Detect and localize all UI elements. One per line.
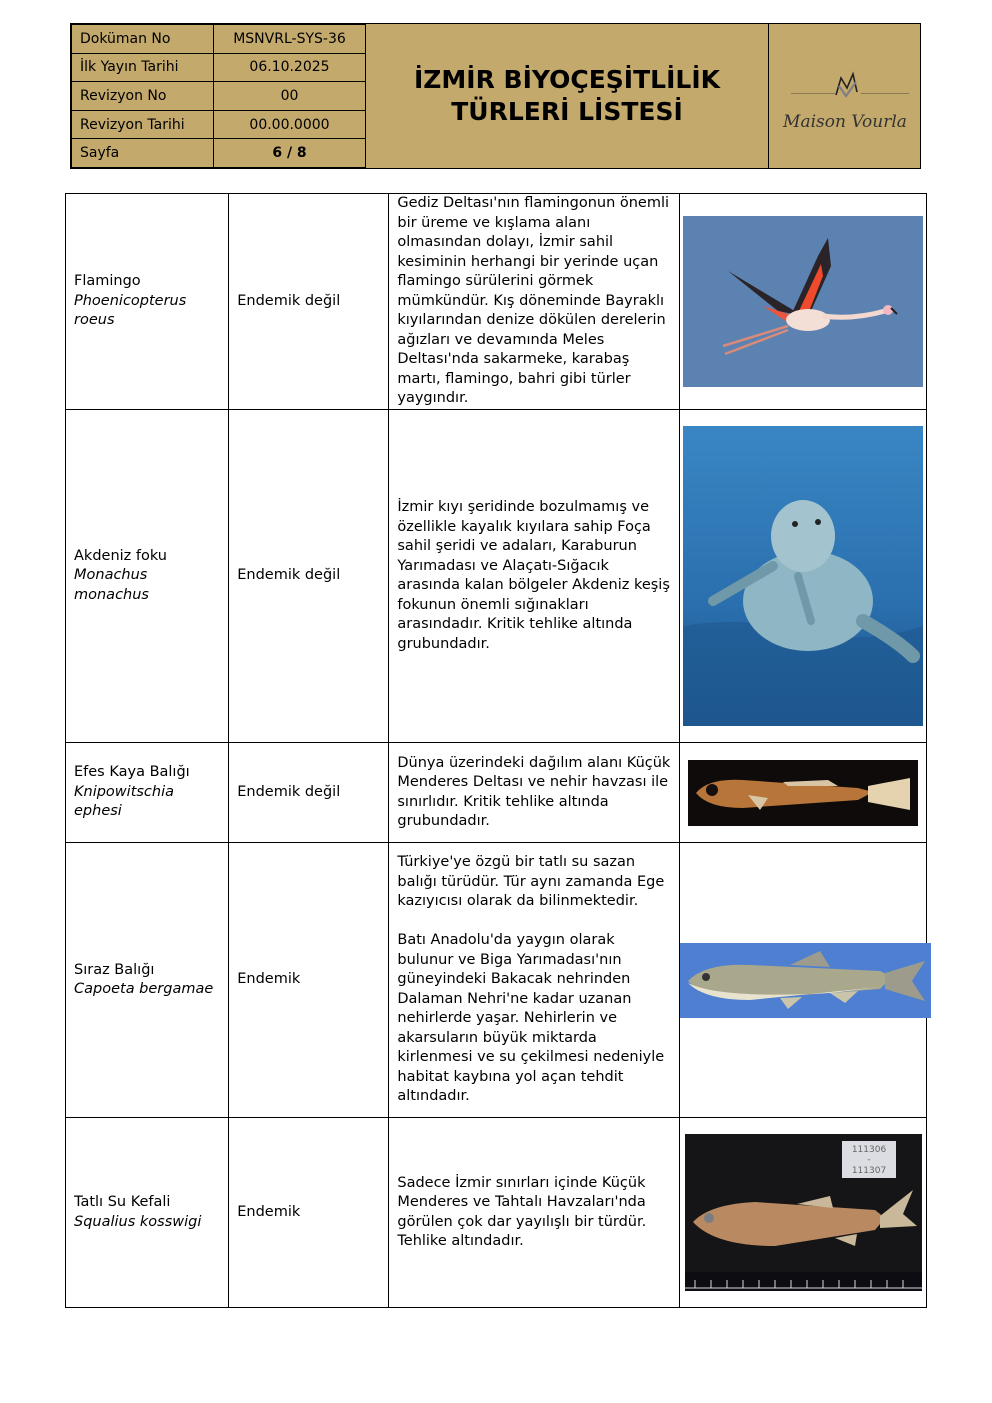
seal-photo — [683, 426, 923, 726]
species-photo-cell — [680, 1118, 927, 1308]
meta-value: 00 — [214, 82, 366, 111]
species-row — [66, 743, 927, 843]
logo-monogram-icon — [833, 70, 861, 100]
common-name: Efes Kaya Balığı — [74, 764, 190, 781]
species-name-cell — [66, 194, 229, 410]
species-photo-cell — [680, 843, 927, 1118]
description-paragraph: Sadece İzmir sınırları içinde Küçük Menderes ve Tahtalı Havzaları'nda görülen çok dar yayılışlı bir türdür. Tehlike altındadır. — [397, 1174, 647, 1249]
description-paragraph: Gediz Deltası'nın flamingonun önemli bir üreme ve kışlama alanı olmasından dolayı, İzmir sahil kesiminin herhangi bir yerinde uçan flamingo sürülerini görmek mümkündür. Kış döneminde Bayraklı kıyılarından denize dökülen derelerin ağızları ve devamında Meles Deltası'nda sakarmeke, karabaş martı, flamingo, bahri gibi türler yaygındır. — [397, 195, 670, 407]
scientific-name: Phoenicopterus roeus — [74, 292, 187, 329]
species-name-cell — [66, 1118, 229, 1308]
company-logo — [768, 24, 921, 168]
scientific-name: Monachus monachus — [74, 567, 149, 603]
endemic-status: Endemik değil — [229, 410, 389, 743]
meta-label: Revizyon No — [72, 82, 214, 111]
species-row — [66, 194, 927, 410]
species-description — [389, 194, 680, 410]
meta-row — [72, 82, 366, 111]
common-name: Tatlı Su Kefali — [74, 1194, 171, 1210]
meta-value: 00.00.0000 — [214, 110, 366, 139]
capoeta-photo — [680, 943, 931, 1018]
species-photo-cell — [680, 743, 927, 843]
title-line-1: İZMİR BİYOÇEŞİTLİLİK — [413, 65, 720, 94]
meta-value: 06.10.2025 — [214, 53, 366, 82]
species-row — [66, 843, 927, 1118]
meta-row — [72, 25, 366, 54]
species-photo-cell — [680, 194, 927, 410]
common-name: Flamingo — [74, 273, 141, 290]
squalius-photo — [685, 1134, 922, 1291]
scientific-name: Capoeta bergamae — [74, 981, 214, 997]
species-description — [389, 1118, 680, 1308]
endemic-status: Endemik değil — [229, 743, 389, 843]
logo-text: Maison Vourla — [783, 112, 907, 132]
meta-row — [72, 139, 366, 168]
species-description — [389, 410, 680, 743]
document-header — [70, 23, 921, 169]
endemic-status: Endemik — [229, 843, 389, 1118]
description-paragraph: Türkiye'ye özgü bir tatlı su sazan balığı türüdür. Tür aynı zamanda Ege kazıyıcısı olarak da bilinmektedir. — [397, 854, 665, 910]
scientific-name: Squalius kosswigi — [74, 1213, 202, 1230]
logo-divider-right — [861, 93, 909, 94]
species-row — [66, 410, 927, 743]
meta-label: Sayfa — [72, 139, 214, 168]
document-meta-table — [71, 24, 366, 168]
meta-label: İlk Yayın Tarihi — [72, 53, 214, 82]
scientific-name: Knipowitschia ephesi — [74, 783, 175, 820]
endemic-status: Endemik — [229, 1118, 389, 1308]
species-photo-cell — [680, 410, 927, 743]
description-paragraph: Dünya üzerindeki dağılım alanı Küçük Menderes Deltası ve nehir havzası ile sınırlıdır. Kritik tehlike altında grubundadır. — [397, 754, 671, 829]
logo-divider-left — [791, 93, 835, 94]
meta-label: Revizyon Tarihi — [72, 110, 214, 139]
species-description — [389, 843, 680, 1118]
species-description — [389, 743, 680, 843]
species-table — [65, 193, 927, 1308]
specimen-label-line-2: - — [866, 1155, 871, 1165]
meta-value: MSNVRL-SYS-36 — [214, 25, 366, 54]
species-name-cell — [66, 743, 229, 843]
flamingo-photo — [683, 216, 923, 387]
meta-label: Doküman No — [72, 25, 214, 54]
page-number: 6 / 8 — [214, 139, 366, 168]
meta-row — [72, 110, 366, 139]
document-title — [366, 24, 768, 168]
species-name-cell — [66, 843, 229, 1118]
species-row — [66, 1118, 927, 1308]
description-paragraph: Batı Anadolu'da yaygın olarak bulunur ve Biga Yarımadası'nın güneyindeki Bakacak nehrinden Dalaman Nehri'ne kadar uzanan nehirlerde yaşar. Nehirlerin ve akarsuların büyük miktarda kirlenmesi ve su çekilmesi nedeniyle habitat kaybına yol açan tehdit altındadır. — [397, 932, 665, 1105]
specimen-label-line-3: 111307 — [851, 1166, 886, 1176]
common-name: Akdeniz foku — [74, 547, 167, 564]
meta-row — [72, 53, 366, 82]
endemic-status: Endemik değil — [229, 194, 389, 410]
common-name: Sıraz Balığı — [74, 961, 155, 978]
description-paragraph: İzmir kıyı şeridinde bozulmamış ve özellikle kayalık kıyılara sahip Foça sahil şeridi ve adaları, Karaburun Yarımadası ve Alaçatı-Sığacık arasında kalan bölgeler Akdeniz keşiş fokunun önemli sığınakları arasındadır. Kritik tehlike altında grubundadır. — [397, 499, 670, 652]
title-line-2: TÜRLERİ LİSTESİ — [451, 97, 683, 126]
specimen-label-line-1: 111306 — [851, 1145, 886, 1155]
goby-photo — [688, 760, 918, 826]
species-name-cell — [66, 410, 229, 743]
